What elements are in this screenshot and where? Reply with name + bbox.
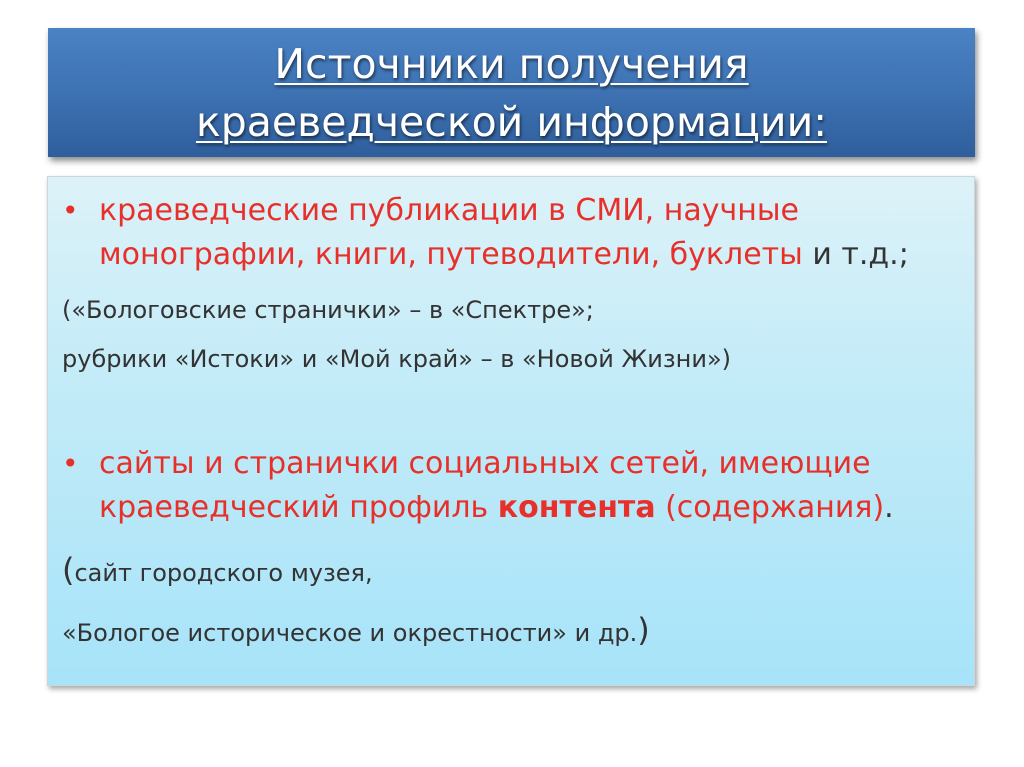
bullet-dot-icon: • — [62, 194, 79, 227]
note-websites-open-paren: ( — [62, 551, 75, 589]
bullet-websites-line-2-end: (содержания) — [655, 490, 885, 525]
bullet-publications-line-1: краеведческие публикации в СМИ, научные — [99, 193, 799, 228]
content-panel — [47, 176, 975, 686]
note-websites-line-1-text: сайт городского музея, — [74, 559, 373, 587]
note-websites-close-paren: ) — [637, 611, 650, 649]
note-publications-line-2: рубрики «Истоки» и «Мой край» – в «Новой Жизни») — [62, 345, 731, 373]
bullet-publications-tail: и т.д.; — [802, 237, 909, 272]
bullet-websites-content-word: контента — [497, 490, 656, 525]
note-websites-line-1 — [62, 551, 373, 589]
bullet-websites-line-2-start: краеведческий профиль — [99, 490, 498, 525]
note-websites-line-2-text: «Бологое историческое и окрестности» и др. — [62, 619, 638, 647]
slide-title-line-2: краеведческой информации: — [195, 97, 828, 146]
slide-title-line-1: Источники получения — [274, 39, 749, 88]
bullet-dot-icon: • — [62, 447, 79, 480]
bullet-item-websites — [62, 442, 952, 530]
bullet-websites-dot: . — [884, 490, 894, 525]
slide-title-box — [48, 28, 975, 157]
note-publications-line-1: («Бологовские странички» – в «Спектре»; — [62, 296, 594, 324]
bullet-websites-line-1: сайты и странички социальных сетей, имеющие — [99, 446, 871, 481]
bullet-publications-line-2: монографии, книги, путеводители, буклеты — [99, 237, 803, 272]
note-websites-line-2 — [62, 611, 650, 649]
bullet-item-publications — [62, 189, 952, 277]
